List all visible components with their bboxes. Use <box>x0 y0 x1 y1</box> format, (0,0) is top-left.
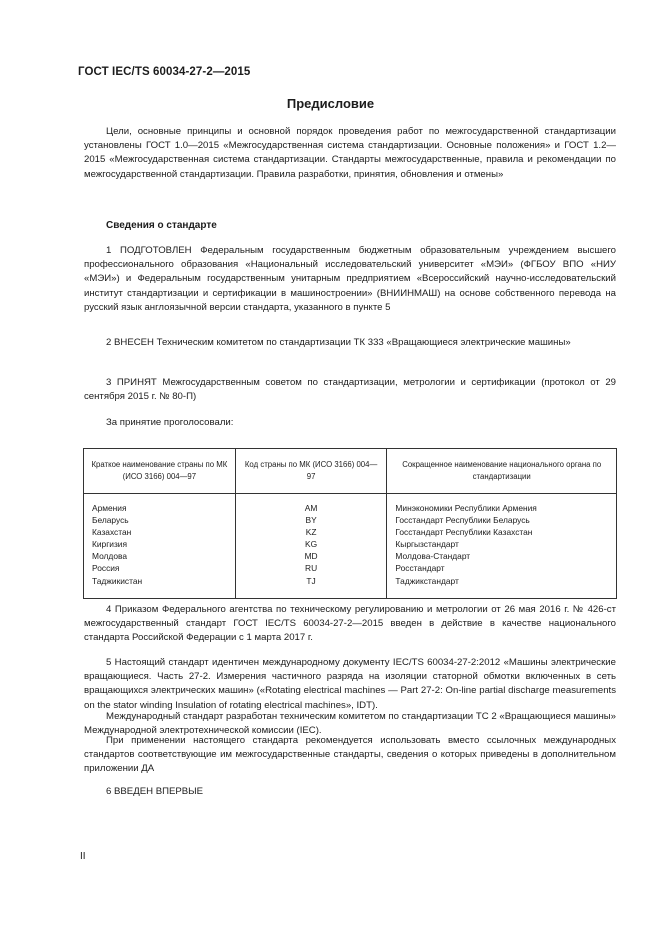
body-cell: Таджикстандарт <box>387 575 617 599</box>
country-cell: Киргизия <box>84 538 236 550</box>
table-header-row <box>84 449 617 494</box>
body-cell: Госстандарт Республики Беларусь <box>387 514 617 526</box>
body-cell: Росстандарт <box>387 562 617 574</box>
body-cell: Госстандарт Республики Казахстан <box>387 526 617 538</box>
table-row <box>84 562 617 574</box>
column-header-country: Краткое наименование страны по МК (ИСО 3166) 004—97 <box>84 449 236 494</box>
table-row <box>84 550 617 562</box>
column-header-code: Код страны по МК (ИСО 3166) 004—97 <box>235 449 387 494</box>
item-1-paragraph: 1 ПОДГОТОВЛЕН Федеральным государственным бюджетным образовательным учреждением высшего профессионального образования «Национальный исследовательский университет «МЭИ» (ФГБОУ ВПО «НИУ «МЭИ») и Федеральным государственным унитарным предприятием «Всероссийский научно-исследовательский институт стандартизации и сертификации в машиностроении» (ВНИИНМАШ) на основе собственного перевода на русский язык англоязычной версии стандарта, указанного в пункте 5 <box>84 245 616 313</box>
code-cell: KZ <box>235 526 387 538</box>
country-cell: Молдова <box>84 550 236 562</box>
code-cell: TJ <box>235 575 387 599</box>
table-row <box>84 514 617 526</box>
code-cell: AM <box>235 494 387 515</box>
item-4-paragraph: 4 Приказом Федерального агентства по техническому регулированию и метрологии от 26 мая 2016 г. № 426-ст межгосударственный стандарт ГОСТ IEC/TS 60034-27-2—2015 введен в действие в качестве национального стандарта Российской Федерации с 1 марта 2017 г. <box>84 604 616 644</box>
table-row <box>84 526 617 538</box>
country-cell: Россия <box>84 562 236 574</box>
voted-label: За принятие проголосовали: <box>106 417 234 428</box>
country-cell: Беларусь <box>84 514 236 526</box>
code-cell: MD <box>235 550 387 562</box>
country-cell: Казахстан <box>84 526 236 538</box>
column-header-body: Сокращенное наименование национального органа по стандартизации <box>387 449 617 494</box>
item-6-paragraph: 6 ВВЕДЕН ВПЕРВЫЕ <box>106 786 204 797</box>
code-cell: RU <box>235 562 387 574</box>
item-5-paragraph: 5 Настоящий стандарт идентичен международному документу IEC/TS 60034-27-2:2012 «Машины электрические вращающиеся. Часть 27-2. Измерения частичного разряда на изоляции статорной обмотки включенных в сеть вращающихся электрических машин» («Rotating electrical machines — Part 27-2: On-line partial discharge measurements on the stator winding Insulation of rotating electrical machines», IDT). <box>84 657 616 711</box>
item-3-paragraph: 3 ПРИНЯТ Межгосударственным советом по стандартизации, метрологии и сертификации (протокол от 29 сентября 2015 г. № 80-П) <box>84 377 616 403</box>
page-title: Предисловие <box>286 96 375 111</box>
item-5-committee-paragraph: Международный стандарт разработан техническим комитетом по стандартизации ТС 2 «Вращающиеся машины» Международной электротехнической комиссии (IEC). <box>84 711 616 737</box>
code-cell: BY <box>235 514 387 526</box>
table-row <box>84 494 617 515</box>
body-cell: Кыргызстандарт <box>387 538 617 550</box>
code-cell: KG <box>235 538 387 550</box>
item-5-references-paragraph: При применении настоящего стандарта рекомендуется использовать вместо ссылочных международных стандартов соответствующие им межгосударственные стандарты, сведения о которых приведены в дополнительном приложении ДА <box>84 735 616 775</box>
country-cell: Армения <box>84 494 236 515</box>
country-cell: Таджикистан <box>84 575 236 599</box>
body-cell: Молдова-Стандарт <box>387 550 617 562</box>
page-number: II <box>80 851 86 862</box>
section-title: Сведения о стандарте <box>106 220 217 231</box>
intro-paragraph: Цели, основные принципы и основной порядок проведения работ по межгосударственной стандартизации установлены ГОСТ 1.0—2015 «Межгосударственная система стандартизации. Основные положения» и ГОСТ 1.2—2015 «Межгосударственная система стандартизации. Стандарты межгосударственные, правила и рекомендации по межгосударственной стандартизации. Правила разработки, принятия, обновления и отмены» <box>84 126 616 180</box>
standard-header: ГОСТ IEC/TS 60034-27-2—2015 <box>78 66 251 78</box>
table-row <box>84 538 617 550</box>
member-states-table <box>83 448 617 599</box>
table-row <box>84 575 617 599</box>
body-cell: Минэкономики Республики Армения <box>387 494 617 515</box>
item-2-paragraph: 2 ВНЕСЕН Техническим комитетом по стандартизации ТК 333 «Вращающиеся электрические машины» <box>106 337 571 348</box>
